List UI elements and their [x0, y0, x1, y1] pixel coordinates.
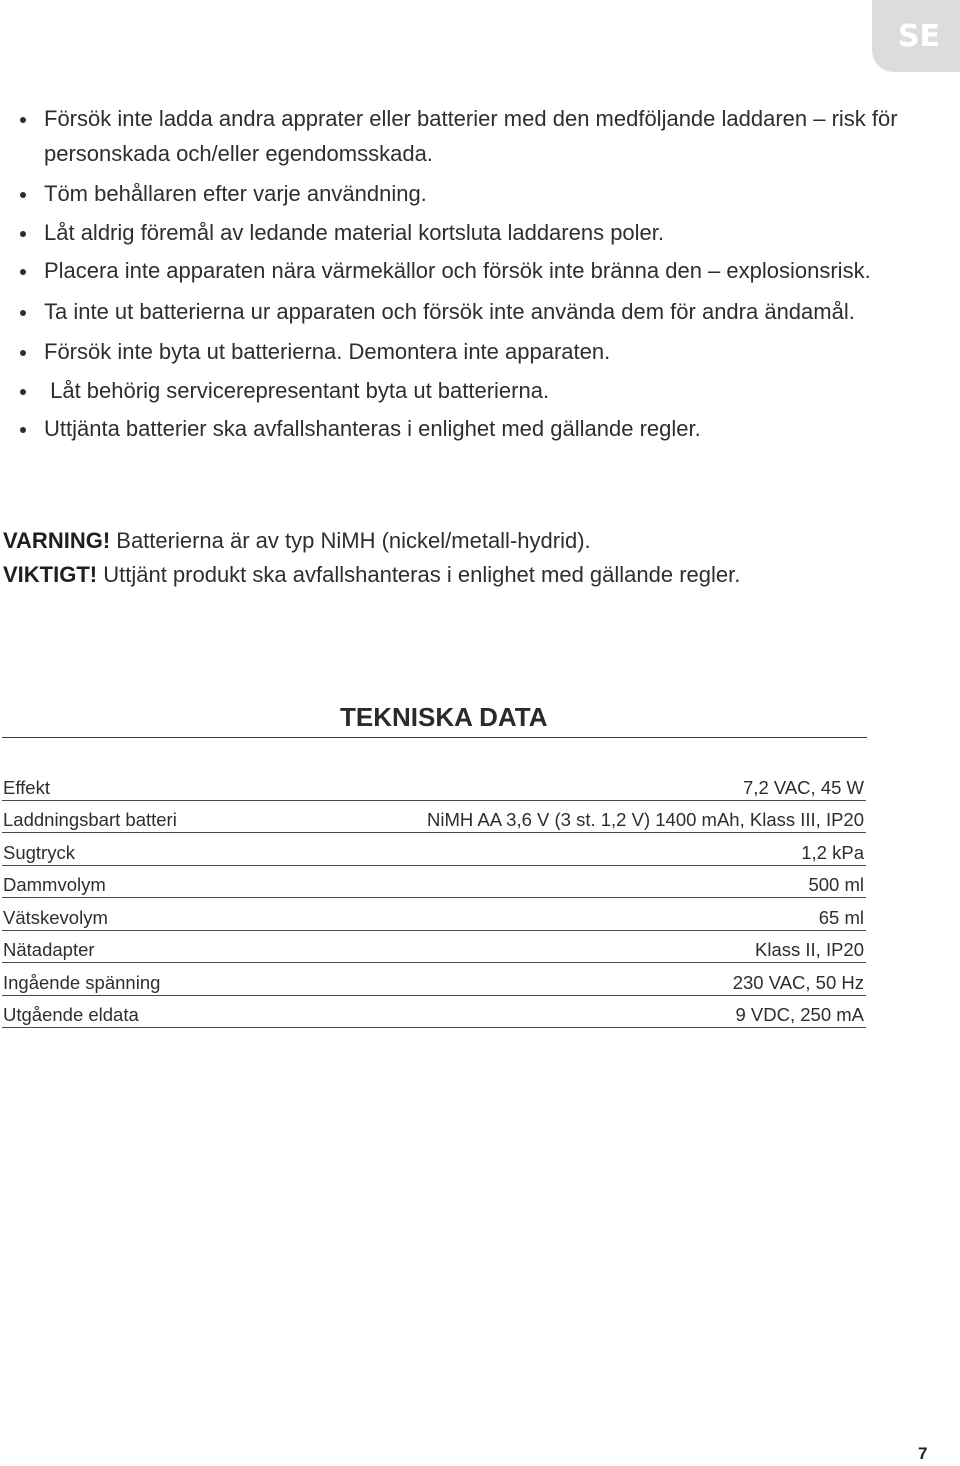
bullet-icon [20, 310, 26, 316]
warning-note [3, 525, 591, 557]
safety-instructions-list [0, 102, 900, 451]
section-divider [2, 737, 867, 738]
spec-value: 230 VAC, 50 Hz [250, 963, 866, 996]
spec-value: NiMH AA 3,6 V (3 st. 1,2 V) 1400 mAh, Klass III, IP20 [250, 800, 866, 833]
spec-label: Dammvolym [2, 865, 250, 898]
important-label: VIKTIGT! [3, 562, 98, 587]
table-row [2, 963, 866, 996]
list-item-text: Låt behörig servicerepresentant byta ut batterierna. [44, 377, 550, 403]
list-item [0, 295, 900, 330]
bullet-icon [20, 427, 26, 433]
spec-value: 9 VDC, 250 mA [250, 995, 866, 1028]
table-row [2, 833, 866, 866]
table-row [2, 898, 866, 931]
section-title: TEKNISKA DATA [340, 702, 548, 732]
spec-value: Klass II, IP20 [250, 930, 866, 963]
bullet-icon [20, 117, 26, 123]
bullet-icon [20, 231, 26, 237]
list-item [0, 216, 900, 251]
important-note [3, 559, 740, 591]
list-item-text: Försök inte byta ut batterierna. Demontera inte apparaten. [44, 339, 611, 364]
table-row [2, 865, 866, 898]
list-item [0, 374, 900, 409]
list-item-text: Ta inte ut batterierna ur apparaten och försök inte använda dem för andra ändamål. [44, 298, 855, 324]
spec-label: Nätadapter [2, 930, 250, 963]
language-code: SE [897, 18, 941, 54]
bullet-icon [20, 389, 26, 395]
list-item-text: Placera inte apparaten nära värmekällor och försök inte bränna den – explosionsrisk. [44, 258, 871, 283]
spec-label: Sugtryck [2, 833, 250, 866]
table-row [2, 800, 866, 833]
spec-label: Ingående spänning [2, 963, 250, 996]
language-tab [872, 0, 960, 72]
spec-value: 1,2 kPa [250, 833, 866, 866]
important-text: Uttjänt produkt ska avfallshanteras i enlighet med gällande regler. [97, 562, 741, 587]
spec-value: 7,2 VAC, 45 W [250, 768, 866, 800]
spec-label: Vätskevolym [2, 898, 250, 931]
list-item [0, 177, 900, 212]
warning-label: VARNING! [3, 528, 111, 553]
list-item-text: Försök inte ladda andra apprater eller batterier med den medföljande laddaren – risk för personskada och/eller egendomsskada. [44, 106, 898, 166]
technical-data-table [2, 768, 866, 1028]
list-item [0, 335, 900, 370]
list-item [0, 102, 900, 171]
list-item-text: Töm behållaren efter varje användning. [44, 181, 427, 206]
table-row [2, 768, 866, 800]
spec-value: 65 ml [250, 898, 866, 931]
bullet-icon [20, 269, 26, 275]
bullet-icon [20, 192, 26, 198]
spec-label: Laddningsbart batteri [2, 800, 250, 833]
list-item [0, 254, 900, 289]
list-item [0, 412, 900, 447]
spec-label: Utgående eldata [2, 995, 250, 1028]
bullet-icon [20, 350, 26, 356]
list-item-text: Uttjänta batterier ska avfallshanteras i enlighet med gällande regler. [44, 416, 701, 441]
page-number: 7 [918, 1444, 928, 1463]
warning-text: Batterierna är av typ NiMH (nickel/metall-hydrid). [110, 528, 591, 553]
spec-label: Effekt [2, 768, 250, 800]
table-row [2, 995, 866, 1028]
table-row [2, 930, 866, 963]
list-item-text: Låt aldrig föremål av ledande material kortsluta laddarens poler. [44, 219, 665, 245]
spec-value: 500 ml [250, 865, 866, 898]
